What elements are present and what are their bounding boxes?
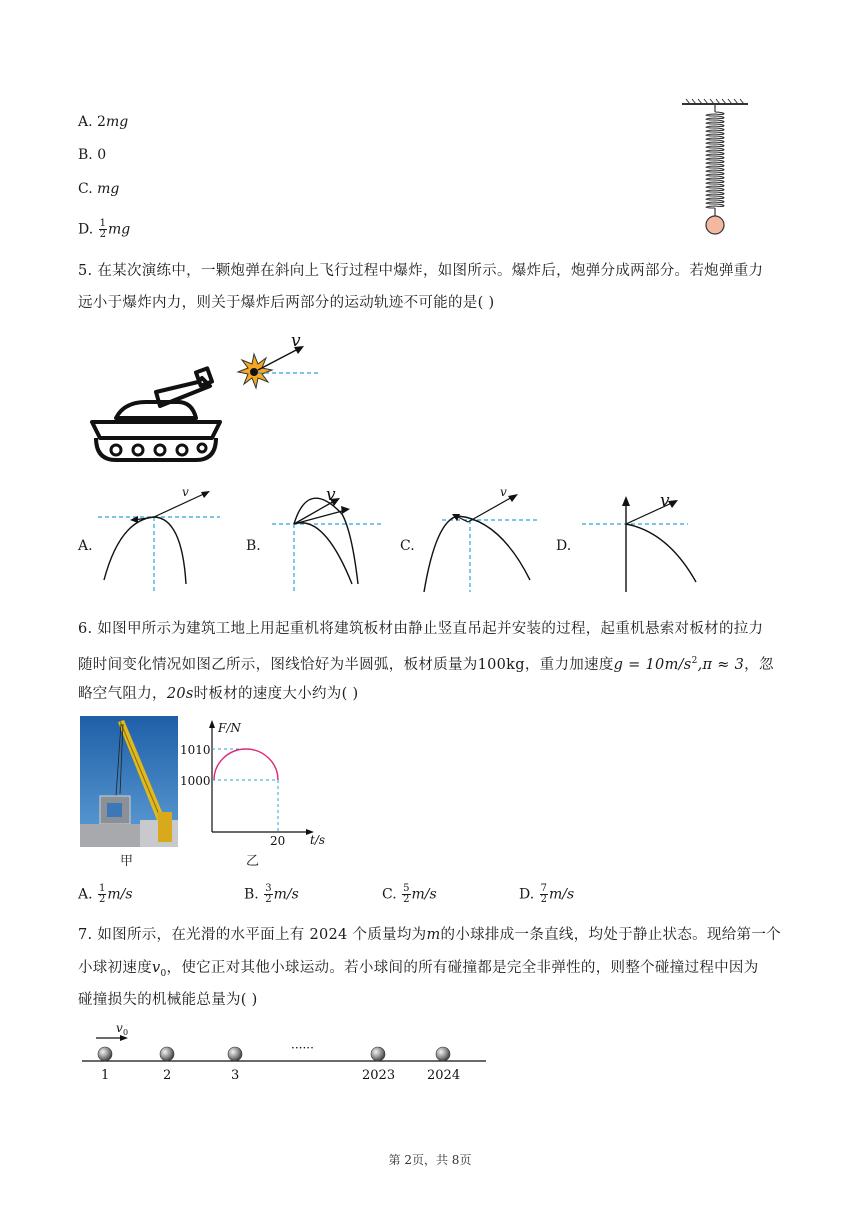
q6-text-line1: 6. 如图甲所示为建筑工地上用起重机将建筑板材由静止竖直吊起并安装的过程，起重机悬索对板材的拉力 (78, 621, 764, 637)
page-footer: 第 2页，共 8页 (388, 1153, 472, 1167)
q5-a-v: v (182, 485, 189, 499)
q5-b-v: v (326, 485, 336, 505)
q7-text-line2: 小球初速度$v_0$，使它正对其他小球运动。若小球间的所有碰撞都是完全非弹性的，则整个碰撞过程中因为 (78, 960, 759, 979)
graph-x-label: t/s (310, 833, 326, 847)
ball-label-2023: 2023 (362, 1068, 396, 1083)
ball-label-2024: 2024 (427, 1068, 461, 1083)
q5-option-a-figure (98, 484, 228, 594)
q7-text-line1: 7. 如图所示，在光滑的水平面上有 2024 个质量均为m的小球排成一条直线，均处于静止状态。现给第一个 (78, 927, 781, 943)
q6-option-b: B. $\frac{3}{2}$ m/s (244, 883, 299, 905)
q5-option-c-figure (420, 484, 550, 594)
q6-option-d: D. $\frac{7}{2}$ m/s (519, 883, 575, 905)
force-time-graph (180, 716, 330, 848)
ball-label-3: 3 (231, 1068, 240, 1083)
graph-x-tick-20: 20 (270, 834, 286, 848)
q5-option-b-figure (268, 484, 388, 594)
balls-ellipsis: ······ (291, 1041, 314, 1055)
q5-option-c-label: C. (400, 538, 415, 554)
q5-c-v: v (500, 485, 507, 499)
q6-text-line3: 略空气阻力，20s时板材的速度大小约为( ) (78, 686, 359, 702)
graph-y-label: F/N (218, 721, 241, 735)
tank-figure (86, 330, 326, 470)
q5-option-d-figure (578, 484, 698, 594)
balls-figure (80, 1016, 490, 1086)
ball-label-2: 2 (163, 1068, 172, 1083)
spring-figure (680, 98, 750, 238)
q5-option-d-label: D. (556, 538, 572, 554)
q4-option-a: A. 2mg (78, 114, 129, 130)
balls-v0-label: v (116, 1021, 123, 1035)
q6-text-line2: 随时间变化情况如图乙所示，图线恰好为半圆弧，板材质量为100kg，重力加速度$g = 10m/s^2,\pi \approx 3$，忽 (78, 656, 774, 673)
crane-photo (80, 716, 178, 847)
q5-v-label: v (291, 331, 301, 351)
q5-d-v: v (660, 491, 670, 511)
fig-yi-caption: 乙 (246, 854, 260, 869)
q4-option-c: C. mg (78, 181, 120, 197)
fig-jia-caption: 甲 (120, 854, 134, 869)
q5-option-a-label: A. (78, 538, 93, 554)
q5-text-line1: 5. 在某次演练中，一颗炮弹在斜向上飞行过程中爆炸，如图所示。爆炸后，炮弹分成两部分。若炮弹重力 (78, 263, 764, 279)
graph-y-tick-1010: 1010 (180, 743, 211, 757)
q6-option-a: A. $\frac{1}{2}$ m/s (78, 883, 133, 905)
balls-v0-sub: 0 (123, 1028, 129, 1037)
q7-text-line3: 碰撞损失的机械能总量为( ) (78, 992, 258, 1008)
q4-option-b: B. 0 (78, 147, 107, 163)
graph-y-tick-1000: 1000 (180, 774, 211, 788)
q5-option-b-label: B. (246, 538, 261, 554)
q6-option-c: C. $\frac{5}{2}$ m/s (382, 883, 437, 905)
ball-label-1: 1 (101, 1068, 110, 1083)
explosion-icon (238, 354, 272, 388)
q4-option-d: D. $\frac{1}{2}$ mg (78, 218, 131, 240)
q5-text-line2: 远小于爆炸内力，则关于爆炸后两部分的运动轨迹不可能的是( ) (78, 295, 495, 311)
